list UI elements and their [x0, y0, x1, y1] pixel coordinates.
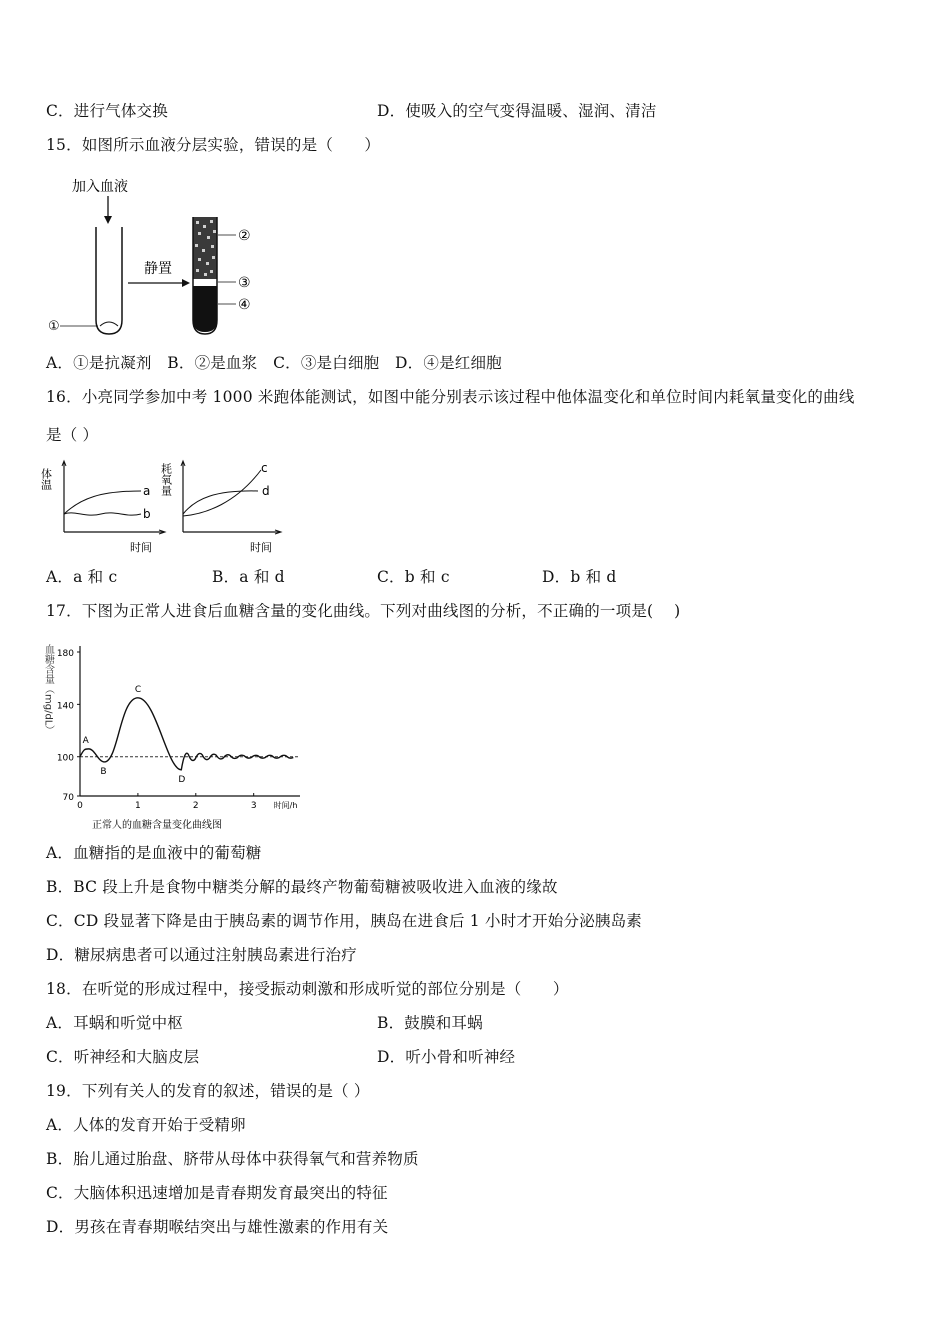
chart-x-label: 时间/h: [273, 801, 298, 810]
q17-stem: 17．下图为正常人进食后血糖含量的变化曲线。下列对曲线图的分析，不正确的一项是( ): [46, 602, 681, 620]
q16-option-d: D．b 和 d: [542, 568, 617, 586]
q17-option-c: C．CD 段显著下降是由于胰岛素的调节作用，胰岛在进食后 1 小时才开始分泌胰岛素: [46, 912, 642, 930]
x-tick-label: 0: [77, 801, 83, 811]
y-tick-label: 100: [56, 753, 74, 764]
x-tick-label: 1: [135, 801, 141, 811]
q16-option-c: C．b 和 c: [377, 568, 450, 586]
q16-stem-line1: 16．小亮同学参加中考 1000 米跑体能测试，如图中能分别表示该过程中他体温变化和单位时间内耗氧量变化的曲线: [46, 388, 855, 406]
q18-stem: 18．在听觉的形成过程中，接受振动刺激和形成听觉的部位分别是（ ）: [46, 980, 569, 998]
q16-curves-figure: [39, 458, 286, 558]
point-label-A: A: [82, 735, 89, 746]
q16-option-b: B．a 和 d: [212, 568, 285, 586]
x-tick-label: 3: [250, 801, 257, 811]
q17-option-a: A．血糖指的是血液中的葡萄糖: [46, 844, 262, 862]
y-tick-label: 180: [56, 649, 74, 659]
label-b: b: [143, 507, 151, 521]
marker-4: ④: [238, 297, 251, 313]
right-x-label: 时间: [250, 541, 272, 554]
q19-option-a: A．人体的发育开始于受精卵: [46, 1116, 246, 1134]
q16-stem-line2: 是（ ）: [46, 426, 99, 444]
left-y-label: 体温: [39, 468, 53, 490]
point-label-C: C: [134, 684, 142, 695]
marker-2: ②: [238, 228, 251, 244]
q19-option-d: D．男孩在青春期喉结突出与雄性激素的作用有关: [46, 1218, 389, 1236]
marker-3: ③: [238, 275, 251, 291]
q19-option-b: B．胎儿通过胎盘、脐带从母体中获得氧气和营养物质: [46, 1150, 419, 1168]
q15-options: A．①是抗凝剂 B．②是血浆 C．③是白细胞 D．④是红细胞: [46, 354, 502, 372]
chart-title: 正常人的血糖含量变化曲线图: [92, 820, 222, 831]
q16-option-a: A．a 和 c: [46, 568, 118, 586]
y-tick-label: 70: [62, 793, 74, 803]
q19-stem: 19．下列有关人的发育的叙述，错误的是（ ）: [46, 1082, 370, 1100]
q14-option-c: C．进行气体交换: [46, 102, 168, 120]
q15-add-blood-label: 加入血液: [72, 179, 128, 195]
q18-option-c: C．听神经和大脑皮层: [46, 1048, 200, 1066]
q15-blood-figure: [46, 170, 286, 340]
q14-option-d: D．使吸入的空气变得温暖、湿润、清洁: [377, 102, 657, 120]
q18-option-b: B．鼓膜和耳蜗: [377, 1014, 483, 1032]
q19-option-c: C．大脑体积迅速增加是青春期发育最突出的特征: [46, 1184, 388, 1202]
left-x-label: 时间: [130, 541, 152, 554]
q17-option-d: D．糖尿病患者可以通过注射胰岛素进行治疗: [46, 946, 357, 964]
left-test-tube: [96, 227, 122, 334]
curve-d: [183, 491, 258, 514]
point-label-B: B: [100, 766, 107, 777]
x-tick-label: 2: [192, 801, 199, 811]
label-d: d: [262, 484, 270, 498]
curve-b: [64, 513, 141, 515]
curve-a: [64, 491, 141, 514]
q15-stem: 15．如图所示血液分层实验，错误的是（ ）: [46, 136, 381, 154]
q17-option-b: B．BC 段上升是食物中糖类分解的最终产物葡萄糖被吸收进入血液的缘故: [46, 878, 558, 896]
point-label-D: D: [178, 774, 186, 785]
q15-settle-label: 静置: [144, 261, 172, 277]
marker-1: ①: [48, 319, 60, 334]
q18-option-a: A．耳蜗和听觉中枢: [46, 1014, 183, 1032]
q18-option-d: D．听小骨和听神经: [377, 1048, 516, 1066]
label-c: c: [261, 461, 268, 475]
glucose-curve: [80, 698, 293, 770]
q17-glucose-chart: [44, 640, 314, 836]
label-a: a: [143, 484, 151, 498]
y-tick-label: 140: [56, 701, 74, 712]
right-y-label: 耗氧量: [159, 463, 173, 496]
chart-y-label: 血糖含量（mg/dL）: [42, 644, 54, 736]
